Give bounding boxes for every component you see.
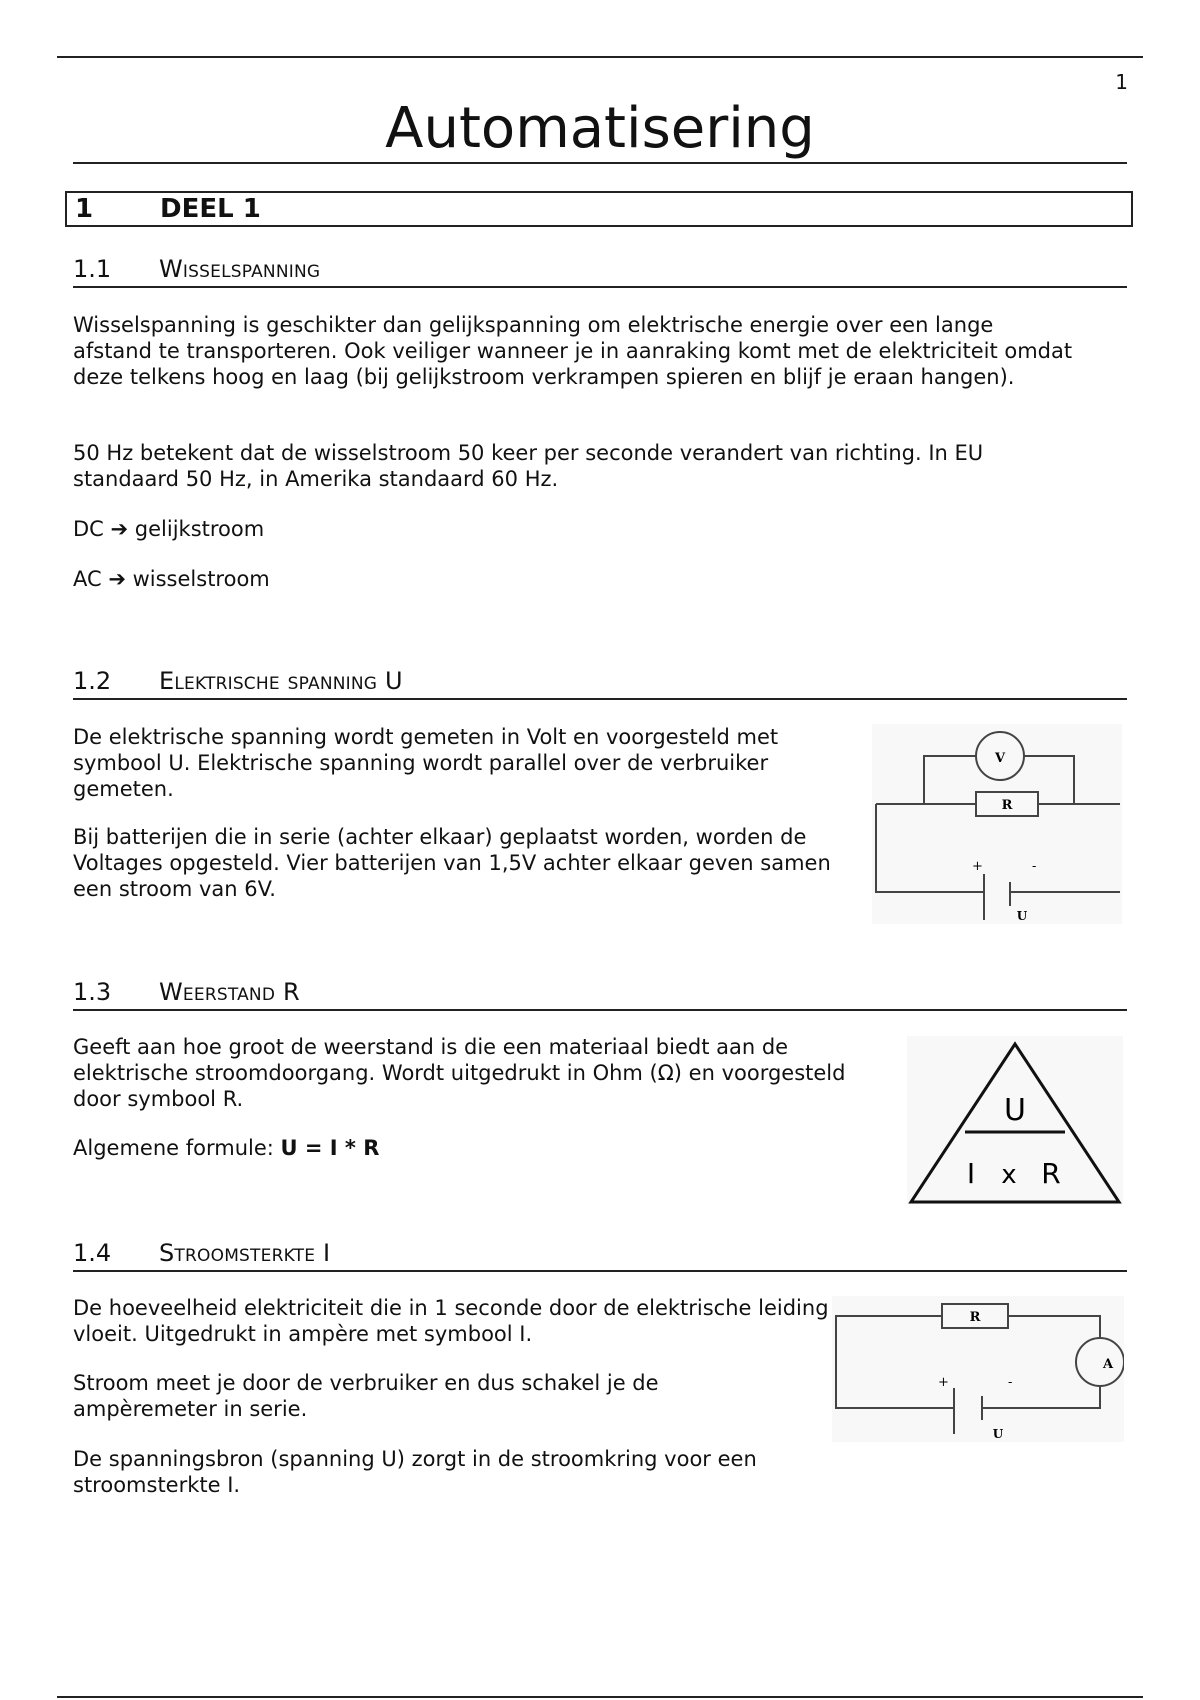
chapter-number: 1 (75, 194, 94, 224)
section-heading-1-2 (73, 664, 1127, 700)
ohm-triangle-figure (907, 1036, 1123, 1204)
minus-label: - (1008, 1375, 1013, 1390)
section-heading-1-3 (73, 975, 1127, 1011)
header-rule (57, 56, 1143, 58)
meter-label: A (1102, 1357, 1114, 1372)
triangle-right-label: R (1041, 1157, 1061, 1190)
section-title: Elektrische spanning U (159, 667, 403, 695)
section-title: Wisselspanning (159, 255, 321, 283)
paragraph: AC ➔ wisselstroom (73, 567, 270, 591)
resistor-label: R (969, 1310, 981, 1325)
resistor-label: R (1001, 798, 1013, 813)
wire (876, 804, 984, 892)
chapter-heading (65, 191, 1133, 227)
paragraph: De elektrische spanning wordt gemeten in Volt en voorgesteld met symbool U. Elektrische spanning wordt parallel over de verbruiker gemeten. (73, 725, 779, 801)
paragraph: 50 Hz betekent dat de wisselstroom 50 keer per seconde verandert van richting. In EU standaard 50 Hz, in Amerika standaard 60 Hz. (73, 441, 984, 491)
paragraph: DC ➔ gelijkstroom (73, 517, 265, 541)
source-label: U (992, 1427, 1004, 1441)
formula-value: U = I * R (280, 1136, 380, 1160)
section-heading-1-1 (73, 252, 1127, 288)
plus-label: + (972, 859, 983, 874)
wire (1008, 1316, 1100, 1338)
source-label: U (1016, 909, 1028, 923)
plus-label: + (938, 1375, 949, 1390)
ammeter-circuit-diagram (832, 1296, 1124, 1442)
triangle-top-label: U (1004, 1093, 1026, 1128)
footer-rule (57, 1696, 1143, 1698)
formula-line (73, 1135, 773, 1161)
section-number: 1.1 (73, 255, 112, 283)
paragraph: De hoeveelheid elektriciteit die in 1 seconde door de elektrische leiding vloeit. Uitgedrukt in ampère met symbool I. (73, 1296, 829, 1346)
ammeter-symbol (1076, 1338, 1124, 1386)
paragraph: Geeft aan hoe groot de weerstand is die een materiaal biedt aan de elektrische stroomdoorgang. Wordt uitgedrukt in Ohm (Ω) en voorgesteld door symbool R. (73, 1035, 846, 1111)
section-heading-1-4 (73, 1236, 1127, 1272)
paragraph: Wisselspanning is geschikter dan gelijkspanning om elektrische energie over een lange afstand te transporteren. Ook veiliger wanneer je in aanraking komt met de elektriciteit omdat deze telkens hoog en laag (bij gelijkstroom verkrampen spieren en blijf je eraan hangen). (73, 313, 1073, 389)
page-number: 1 (1115, 70, 1128, 94)
section-title: Stroomsterkte I (159, 1239, 331, 1267)
voltmeter-circuit-figure (872, 724, 1122, 924)
ohm-triangle-diagram (907, 1036, 1123, 1204)
wire (836, 1316, 954, 1408)
ammeter-circuit-figure (832, 1296, 1124, 1442)
wire (982, 1386, 1100, 1408)
wire (924, 756, 976, 804)
meter-label: V (994, 751, 1006, 766)
formula-label: Algemene formule: (73, 1136, 281, 1160)
section-number: 1.2 (73, 667, 112, 695)
section-number: 1.4 (73, 1239, 112, 1267)
paragraph: Bij batterijen die in serie (achter elkaar) geplaatst worden, worden de Voltages opgesteld. Vier batterijen van 1,5V achter elkaar geven samen een stroom van 6V. (73, 825, 831, 901)
chapter-title: DEEL 1 (160, 194, 261, 224)
voltmeter-circuit-diagram (872, 724, 1122, 924)
section-number: 1.3 (73, 978, 112, 1006)
wire (1024, 756, 1074, 804)
document-title: Automatisering (73, 96, 1127, 164)
triangle-left-label: I (966, 1157, 976, 1190)
paragraph: Stroom meet je door de verbruiker en dus schakel je de ampèremeter in serie. (73, 1371, 659, 1421)
paragraph: De spanningsbron (spanning U) zorgt in de stroomkring voor een stroomsterkte I. (73, 1447, 757, 1497)
triangle-operator-label: x (1001, 1160, 1017, 1190)
minus-label: - (1032, 859, 1037, 874)
section-title: Weerstand R (159, 978, 300, 1006)
